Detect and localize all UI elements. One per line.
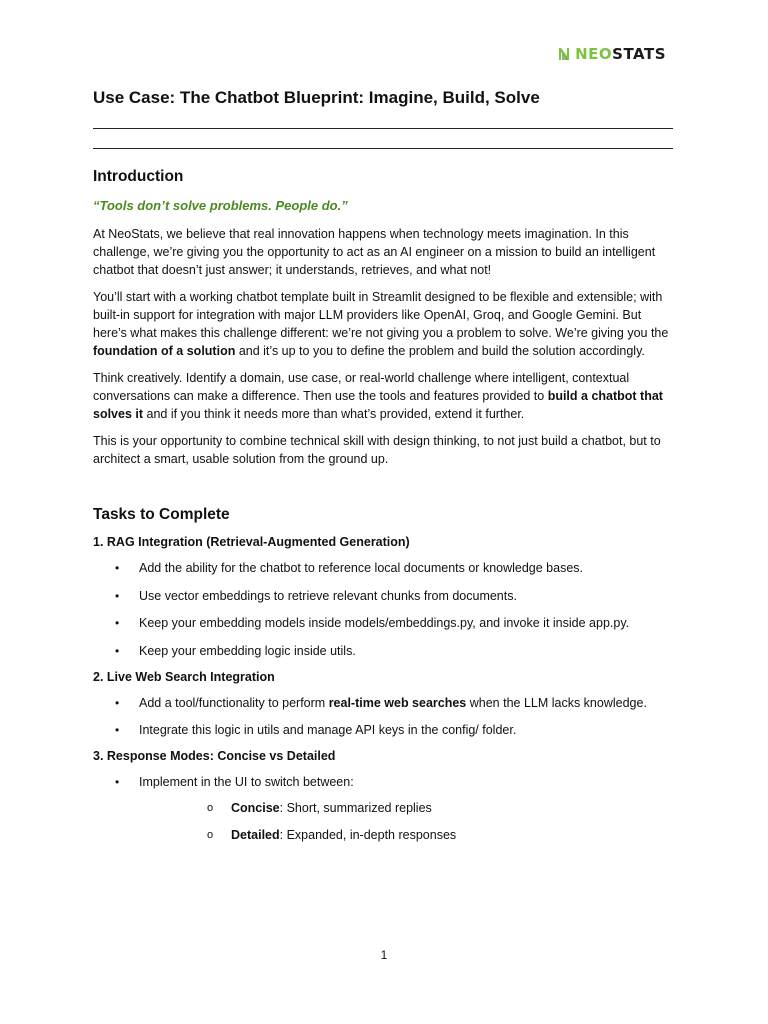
- list-item: • Keep your embedding models inside models/embeddings.py, and invoke it inside app.py.: [115, 616, 630, 630]
- task-3-list: [93, 773, 673, 844]
- intro-paragraph-1: At NeoStats, we believe that real innovation happens when technology meets imagination. In this challenge, we’re giving you the opportunity to act as an AI engineer on a mission to build an intelligent chatbot that doesn’t just answer; it understands, retrieves, and what not!: [93, 227, 656, 277]
- title-rule-bottom: [93, 148, 673, 149]
- task-3-title: 3. Response Modes: Concise vs Detailed: [93, 749, 336, 763]
- task-3-sublist: [139, 799, 673, 844]
- intro-paragraph-2: You’ll start with a working chatbot template built in Streamlit designed to be flexible and extensible; with built-in support for integration with major LLM providers like OpenAI, Groq, and Google Gemini. But here’s what makes this challenge different: we’re not giving you a problem to solve. We’re giving you the foundation of a solution and it’s up to you to define the problem and build the solution accordingly.: [93, 290, 669, 358]
- list-item: • Use vector embeddings to retrieve relevant chunks from documents.: [115, 588, 517, 603]
- tasks-heading: Tasks to Complete: [93, 506, 230, 523]
- page-number: 1: [380, 948, 388, 962]
- list-item: • Implement in the UI to switch between: o Concise: Short, summarized replies o Detailed: Expanded, in-depth responses: [93, 773, 673, 844]
- bullet-icon: •: [115, 643, 120, 658]
- neostats-logo: [558, 45, 666, 63]
- bullet-icon: •: [115, 616, 120, 630]
- intro-quote: “Tools don’t solve problems. People do.”: [93, 198, 348, 213]
- intro-heading: Introduction: [93, 168, 184, 185]
- bullet-icon: •: [115, 695, 120, 710]
- bullet-icon: •: [115, 561, 120, 575]
- task-1-title: 1. RAG Integration (Retrieval-Augmented Generation): [93, 535, 410, 549]
- list-item: • Integrate this logic in utils and manage API keys in the config/ folder.: [115, 723, 517, 737]
- bullet-icon: •: [115, 775, 120, 789]
- task-1-list: [93, 559, 673, 660]
- logo-wordmark: NEOSTATS: [575, 45, 666, 63]
- neostats-logo-mark-icon: [558, 47, 572, 61]
- document-body: [93, 88, 673, 854]
- intro-paragraph-4: This is your opportunity to combine technical skill with design thinking, to not just build a chatbot, but to architect a smart, usable solution from the ground up.: [93, 434, 661, 466]
- document-title: Use Case: The Chatbot Blueprint: Imagine, Build, Solve: [93, 88, 540, 107]
- circle-bullet-icon: o: [207, 829, 214, 841]
- title-rule-top: [93, 128, 673, 129]
- circle-bullet-icon: o: [207, 802, 214, 814]
- bullet-icon: •: [115, 588, 120, 603]
- sub-list-item: o Detailed: Expanded, in-depth responses: [207, 828, 457, 842]
- sub-list-item: o Concise: Short, summarized replies: [207, 801, 432, 815]
- intro-paragraph-3: Think creatively. Identify a domain, use case, or real-world challenge where intelligent, contextual conversations can make a difference. Then use the tools and features provided to build a chatbot that solves it and if you think it needs more than what’s provided, extend it further.: [93, 371, 663, 421]
- list-item: • Add the ability for the chatbot to reference local documents or knowledge bases.: [115, 561, 584, 575]
- task-2-list: [93, 694, 673, 740]
- list-item: • Keep your embedding logic inside utils.: [115, 643, 356, 658]
- list-item: • Add a tool/functionality to perform real-time web searches when the LLM lacks knowledge.: [115, 695, 647, 710]
- task-2-title: 2. Live Web Search Integration: [93, 669, 275, 684]
- bullet-icon: •: [115, 723, 120, 737]
